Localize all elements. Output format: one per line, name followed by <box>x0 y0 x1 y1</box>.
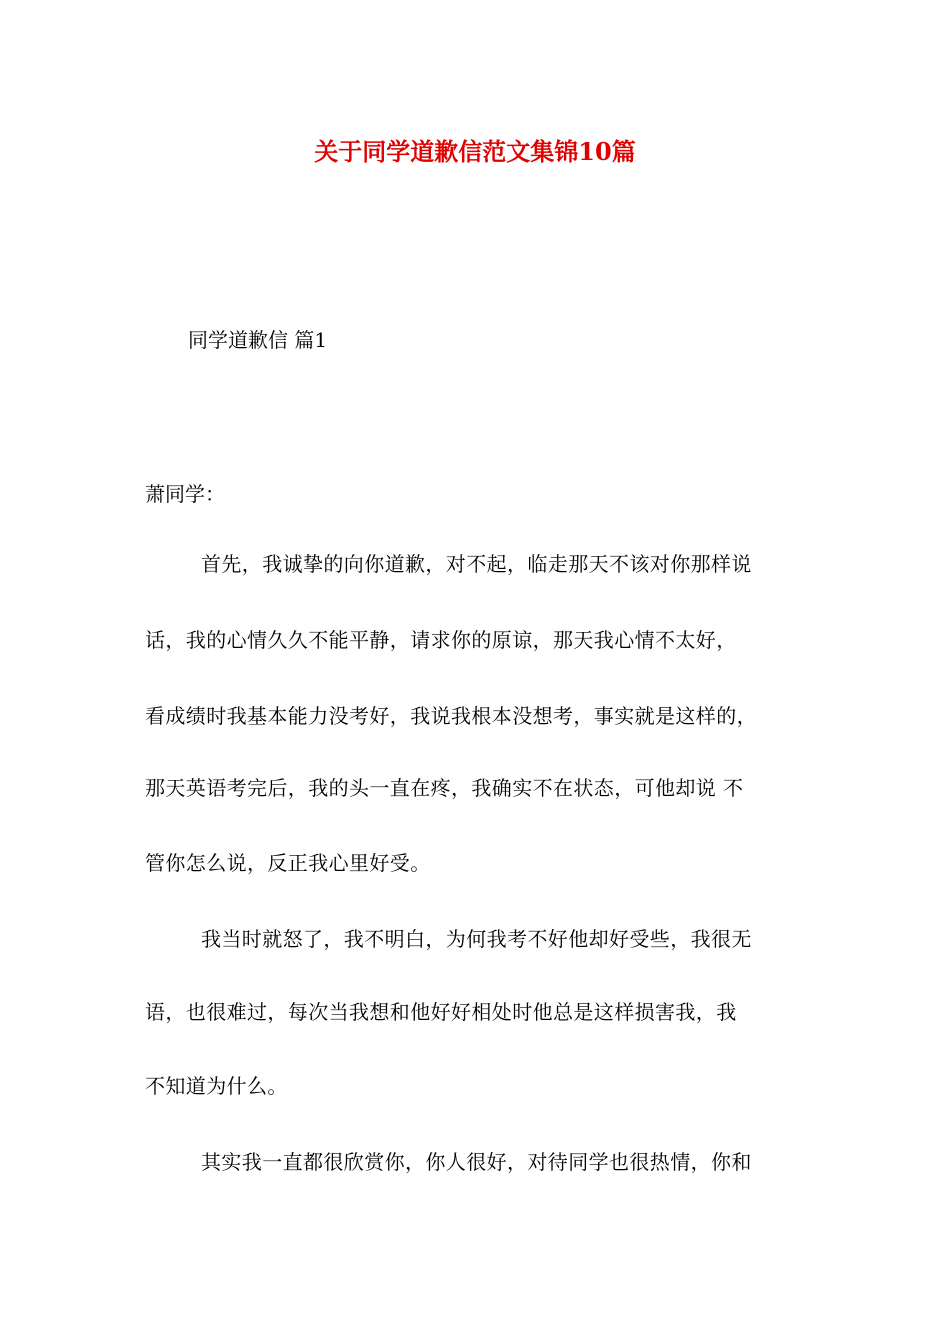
paragraph-1-line-4: 那天英语考完后，我的头一直在疼，我确实不在状态，可他却说 不 <box>145 776 744 800</box>
paragraph-1-line-3: 看成绩时我基本能力没考好，我说我根本没想考，事实就是这样的， <box>145 704 757 728</box>
paragraph-2-line-2: 语，也很难过，每次当我想和他好好相处时他总是这样损害我，我 <box>145 1000 737 1024</box>
paragraph-2-line-1: 我当时就怒了，我不明白，为何我考不好他却好受些，我很无 <box>201 927 752 951</box>
paragraph-1-line-1: 首先，我诚挚的向你道歉，对不起，临走那天不该对你那样说 <box>201 552 752 576</box>
letter-salutation: 萧同学： <box>145 482 225 506</box>
paragraph-2-line-3: 不知道为什么。 <box>145 1074 288 1098</box>
document-title: 关于同学道歉信范文集锦10篇 <box>314 137 636 166</box>
section-heading: 同学道歉信 篇1 <box>188 328 328 352</box>
paragraph-1-line-2: 话，我的心情久久不能平静，请求你的原谅，那天我心情不太好， <box>145 628 737 652</box>
paragraph-1-line-5: 管你怎么说，反正我心里好受。 <box>145 851 431 875</box>
paragraph-3-line-1: 其实我一直都很欣赏你，你人很好，对待同学也很热情，你和 <box>201 1150 752 1174</box>
